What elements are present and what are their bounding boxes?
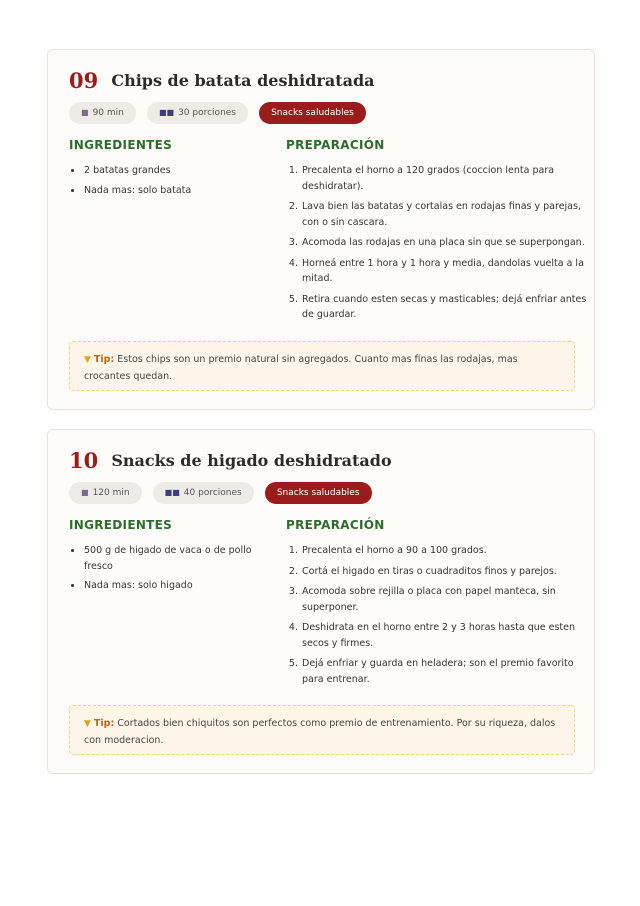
tip-text: Estos chips son un premio natural sin agregados. Cuanto mas finas las rodajas, mas crocantes quedan. <box>84 354 518 382</box>
step-item: 3. Acomoda sobre rejilla o placa con papel manteca, sin superponer. <box>301 584 591 615</box>
tip-label: Tip: <box>93 718 115 729</box>
preparation-steps <box>286 163 591 328</box>
step-item: 2. Lava bien las batatas y cortalas en rodajas finas y parejas, con o sin cascara. <box>301 199 591 230</box>
recipe-card <box>47 49 595 410</box>
step-item: 2. Cortá el higado en tiras o cuadraditos finos y parejos. <box>301 564 591 580</box>
people-icon: ■■ <box>164 488 180 497</box>
ingredients-heading: INGREDIENTES <box>69 138 173 152</box>
time-label: 120 min <box>92 488 130 498</box>
recipe-number: 10 <box>69 448 99 473</box>
portions-badge <box>147 102 248 124</box>
time-badge <box>69 102 136 124</box>
tip-box <box>69 341 575 391</box>
portions-badge <box>153 482 254 504</box>
recipe-tags <box>69 102 372 124</box>
step-item: 5. Retira cuando esten secas y masticables; dejá enfriar antes de guardar. <box>301 292 591 323</box>
preparation-heading: PREPARACIÓN <box>286 518 385 532</box>
tip-box <box>69 705 575 755</box>
tip-text: Cortados bien chiquitos son perfectos como premio de entrenamiento. Por su riqueza, dalos con moderacion. <box>84 718 556 746</box>
recipe-tags <box>69 482 378 504</box>
ingredients-heading: INGREDIENTES <box>69 518 173 532</box>
people-icon: ■■ <box>158 108 175 117</box>
step-item: 1. Precalenta el horno a 120 grados (coccion lenta para deshidratar). <box>301 163 591 194</box>
trophy-icon: ▼ <box>84 355 91 365</box>
ingredient-item: • Nada mas: solo batata <box>83 183 273 199</box>
preparation-heading: PREPARACIÓN <box>286 138 385 152</box>
ingredients-list <box>69 543 273 598</box>
recipe-title: Chips de batata deshidratada <box>111 71 375 90</box>
portions-label: 30 porciones <box>178 108 236 118</box>
time-badge <box>69 482 142 504</box>
step-item: 4. Deshidrata en el horno entre 2 y 3 horas hasta que esten secos y firmes. <box>301 620 591 651</box>
time-label: 90 min <box>92 108 124 118</box>
ingredient-item: • 500 g de higado de vaca o de pollo fresco <box>83 543 273 574</box>
recipe-card <box>47 429 595 774</box>
clock-icon: ■ <box>81 108 89 117</box>
recipe-number: 09 <box>69 68 99 93</box>
step-item: 4. Horneá entre 1 hora y 1 hora y media, dandolas vuelta a la mitad. <box>301 256 591 287</box>
step-item: 5. Dejá enfriar y guarda en heladera; son el premio favorito para entrenar. <box>301 656 591 687</box>
ingredients-list <box>69 163 273 202</box>
step-item: 1. Precalenta el horno a 90 a 100 grados. <box>301 543 591 559</box>
trophy-icon: ▼ <box>84 719 91 729</box>
clock-icon: ■ <box>81 488 89 497</box>
category-badge: Snacks saludables <box>265 482 372 504</box>
ingredient-item: • 2 batatas grandes <box>83 163 273 179</box>
step-item: 3. Acomoda las rodajas en una placa sin que se superpongan. <box>301 235 591 251</box>
category-badge: Snacks saludables <box>259 102 366 124</box>
recipe-header <box>69 68 375 98</box>
portions-label: 40 porciones <box>183 488 242 498</box>
recipe-title: Snacks de higado deshidratado <box>111 451 392 470</box>
ingredient-item: • Nada mas: solo higado <box>83 578 273 594</box>
preparation-steps <box>286 543 591 692</box>
recipe-header <box>69 448 392 478</box>
tip-label: Tip: <box>93 354 115 365</box>
